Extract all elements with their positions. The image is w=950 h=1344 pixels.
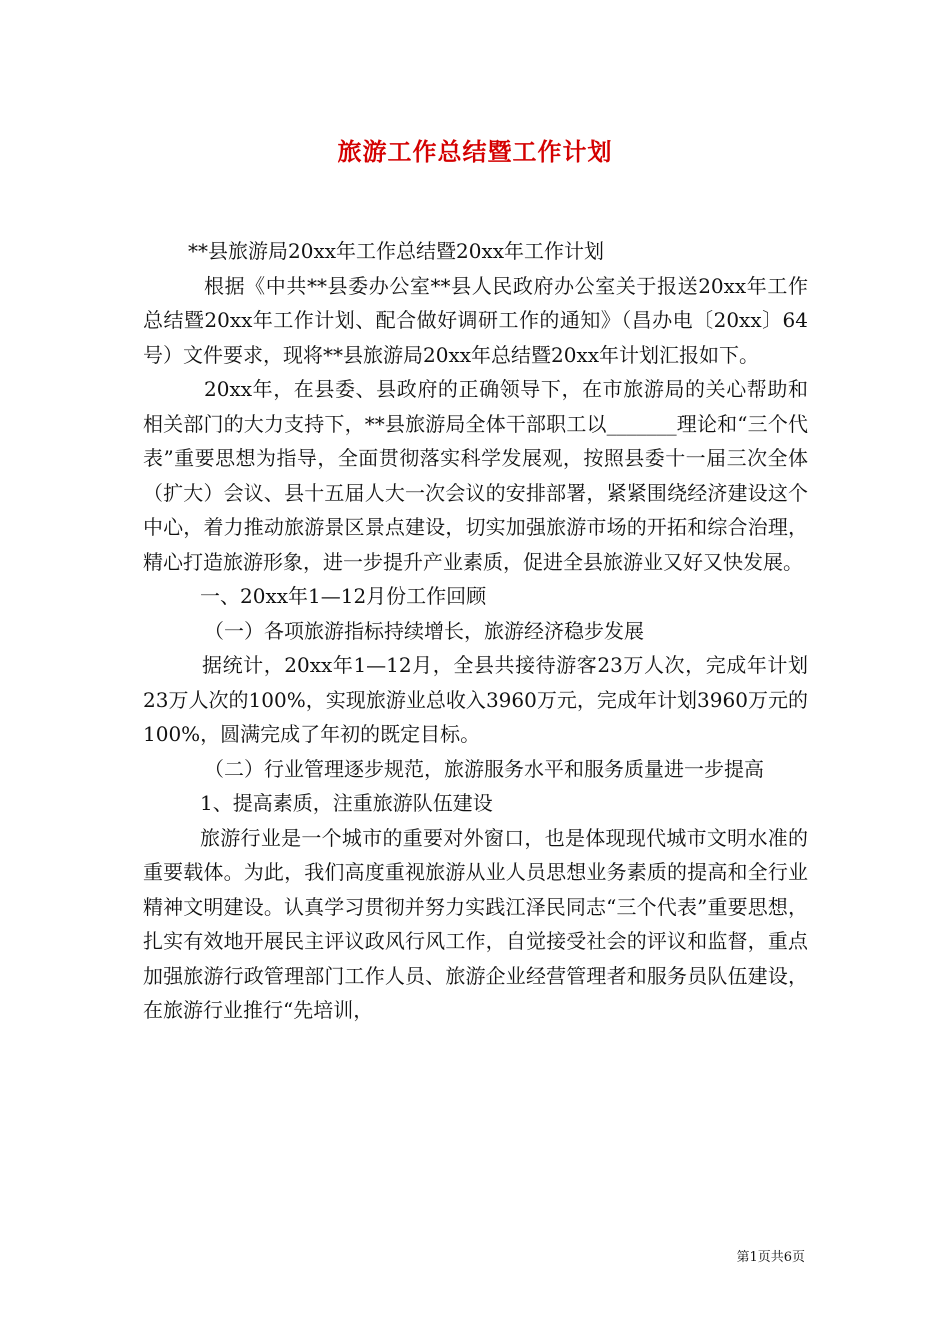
document-body <box>143 234 808 1028</box>
team-building-paragraph: 旅游行业是一个城市的重要对外窗口，也是体现现代城市文明水准的重要载体。为此，我们高度重视旅游从业人员思想业务素质的提高和全行业精神文明建设。认真学习贯彻并努力实践江泽民同志“三个代表”重要思想，扎实有效地开展民主评议政风行风工作，自觉接受社会的评议和监督，重点加强旅游行政管理部门工作人员、旅游企业经营管理者和服务员队伍建设，在旅游行业推行“先培训， <box>143 825 808 1022</box>
document-subtitle: **县旅游局20xx年工作总结暨20xx年工作计划 <box>188 239 605 263</box>
intro-paragraph: 根据《中共**县委办公室**县人民政府办公室关于报送20xx年工作总结暨20xx年工作计划、配合做好调研工作的通知》（昌办电〔20xx〕64号）文件要求，现将**县旅游局20xx年总结暨20xx年计划汇报如下。 <box>143 273 808 367</box>
statistics-paragraph: 据统计，20xx年1—12月，全县共接待游客23万人次，完成年计划23万人次的100%，实现旅游业总收入3960万元，完成年计划3960万元的100%，圆满完成了年初的既定目标。 <box>143 653 808 746</box>
page-number: 第1页共6页 <box>736 1250 805 1265</box>
subsection-heading-2: （二）行业管理逐步规范，旅游服务水平和服务质量进一步提高 <box>204 756 764 781</box>
overview-paragraph: 20xx年，在县委、县政府的正确领导下，在市旅游局的关心帮助和相关部门的大力支持下，**县旅游局全体干部职工以_______理论和“三个代表”重要思想为指导，全面贯彻落实科学发展观，按照县委十一届三次全体（扩大）会议、县十五届人大一次会议的安排部署，紧紧围绕经济建设这个中心，着力推动旅游景区景点建设，切实加强旅游市场的开拓和综合治理，精心打造旅游形象，进一步提升产业素质，促进全县旅游业又好又快发展。 <box>143 377 808 574</box>
subsection-heading-1: （一）各项旅游指标持续增长，旅游经济稳步发展 <box>204 618 644 643</box>
section-heading-1: 一、20xx年1—12月份工作回顾 <box>200 584 487 608</box>
document-title: 旅游工作总结暨工作计划 <box>337 137 613 166</box>
item-heading-1: 1、提高素质，注重旅游队伍建设 <box>200 791 493 815</box>
